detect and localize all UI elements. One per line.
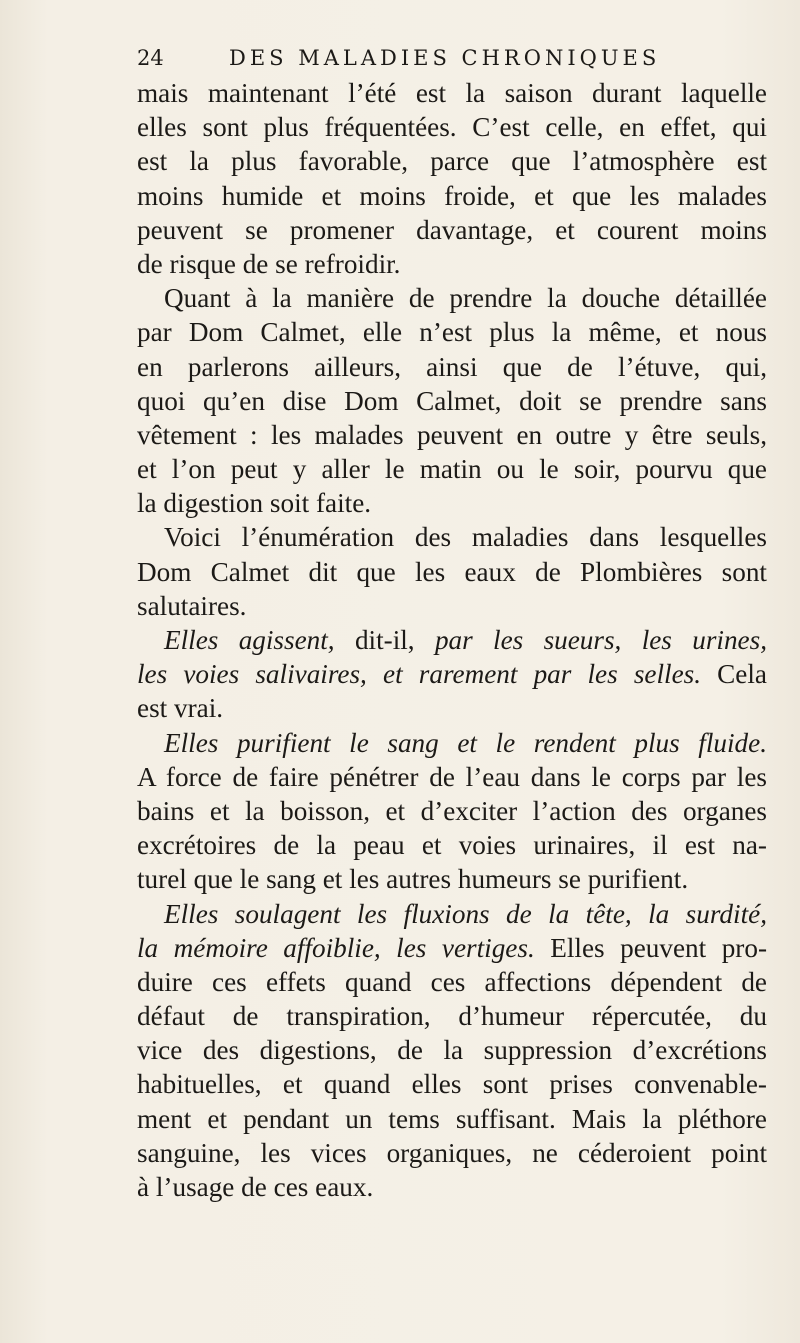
text-line <box>137 247 767 281</box>
text-line <box>137 179 767 213</box>
text-line <box>137 726 767 760</box>
text-line <box>137 1102 767 1136</box>
text-run: en parlerons ailleurs, ainsi que de l’étuve, qui, <box>137 351 767 382</box>
text-run: est la plus favorable, parce que l’atmosphère est <box>137 146 767 177</box>
running-header <box>137 46 697 70</box>
text-line <box>137 144 767 178</box>
italic-text: la mémoire affoiblie, les vertiges. <box>137 932 535 963</box>
text-line <box>137 1170 767 1204</box>
text-line <box>137 931 767 965</box>
running-title: DES MALADIES CHRONIQUES <box>229 46 661 70</box>
text-line <box>137 315 767 349</box>
text-line <box>137 76 767 110</box>
text-run: dit-il, <box>334 625 435 655</box>
text-run: bains et la boisson, et d’exciter l’action des organes <box>137 795 767 826</box>
text-line <box>137 452 767 486</box>
text-run: turel que le sang et les autres humeurs se purifient. <box>137 864 689 895</box>
text-run: la digestion soit faite. <box>137 488 372 519</box>
text-line <box>137 589 767 623</box>
text-run: sanguine, les vices organiques, ne céderoient point <box>137 1137 767 1168</box>
text-run: à l’usage de ces eaux. <box>137 1172 374 1202</box>
text-line <box>137 555 767 589</box>
text-line <box>137 760 767 794</box>
text-line <box>137 965 767 999</box>
italic-text: par les sueurs, les urines, <box>434 625 767 655</box>
text-run: est vrai. <box>137 693 224 724</box>
text-line <box>137 1136 767 1170</box>
text-run: par Dom Calmet, elle n’est plus la même, et nous <box>137 317 767 348</box>
text-line <box>137 350 767 384</box>
text-run: Elles peuvent pro- <box>534 932 767 963</box>
text-run: Voici l’énumération des maladies dans lesquelles <box>164 522 767 553</box>
text-line <box>137 213 767 247</box>
text-line <box>137 1067 767 1101</box>
text-line <box>137 999 767 1033</box>
text-run: excrétoires de la peau et voies urinaires, il est na- <box>137 830 767 861</box>
text-line <box>137 418 767 452</box>
text-run: moins humide et moins froide, et que les malades <box>137 180 767 211</box>
text-run: A force de faire pénétrer de l’eau dans le corps par les <box>137 761 767 792</box>
text-line <box>137 384 767 418</box>
text-run: ment et pendant un tems suffisant. Mais la pléthore <box>137 1103 767 1134</box>
body-text <box>137 76 767 1204</box>
italic-text: les voies salivaires, et rarement par les selles. <box>137 659 702 690</box>
text-run: Dom Calmet dit que les eaux de Plombières sont <box>137 556 767 587</box>
text-line <box>137 520 767 554</box>
text-line <box>137 623 767 657</box>
text-run: salutaires. <box>137 590 247 621</box>
text-run: mais maintenant l’été est la saison durant laquelle <box>137 78 767 108</box>
text-run: habituelles, et quand elles sont prises convenable- <box>137 1069 767 1100</box>
text-run: défaut de transpiration, d’humeur répercutée, du <box>137 1001 767 1032</box>
text-line <box>137 828 767 862</box>
text-line <box>137 281 767 315</box>
text-run: et l’on peut y aller le matin ou le soir, pourvu que <box>137 454 767 485</box>
text-run: elles sont plus fréquentées. C’est celle, en effet, qui <box>137 112 767 143</box>
text-line <box>137 486 767 520</box>
text-line <box>137 862 767 896</box>
text-run: Cela <box>701 659 767 690</box>
text-run: vêtement : les malades peuvent en outre y être seuls, <box>137 419 767 450</box>
italic-text: Elles purifient le sang et le rendent plus fluide. <box>164 727 767 758</box>
text-run: duire ces effets quand ces affections dépendent de <box>137 966 767 997</box>
text-run: de risque de se refroidir. <box>137 248 401 279</box>
text-run: quoi qu’en dise Dom Calmet, doit se prendre sans <box>137 385 767 416</box>
text-line <box>137 794 767 828</box>
text-line <box>137 1033 767 1067</box>
italic-text: Elles agissent, <box>164 625 335 655</box>
italic-text: Elles soulagent les fluxions de la tête, la surdité, <box>164 898 767 929</box>
text-run: peuvent se promener davantage, et courent moins <box>137 214 767 245</box>
text-line <box>137 897 767 931</box>
text-line <box>137 657 767 691</box>
text-run: vice des digestions, de la suppression d’excrétions <box>137 1035 767 1066</box>
text-run: Quant à la manière de prendre la douche détaillée <box>164 283 767 314</box>
text-line <box>137 110 767 144</box>
page-number: 24 <box>137 46 164 70</box>
text-line <box>137 691 767 725</box>
